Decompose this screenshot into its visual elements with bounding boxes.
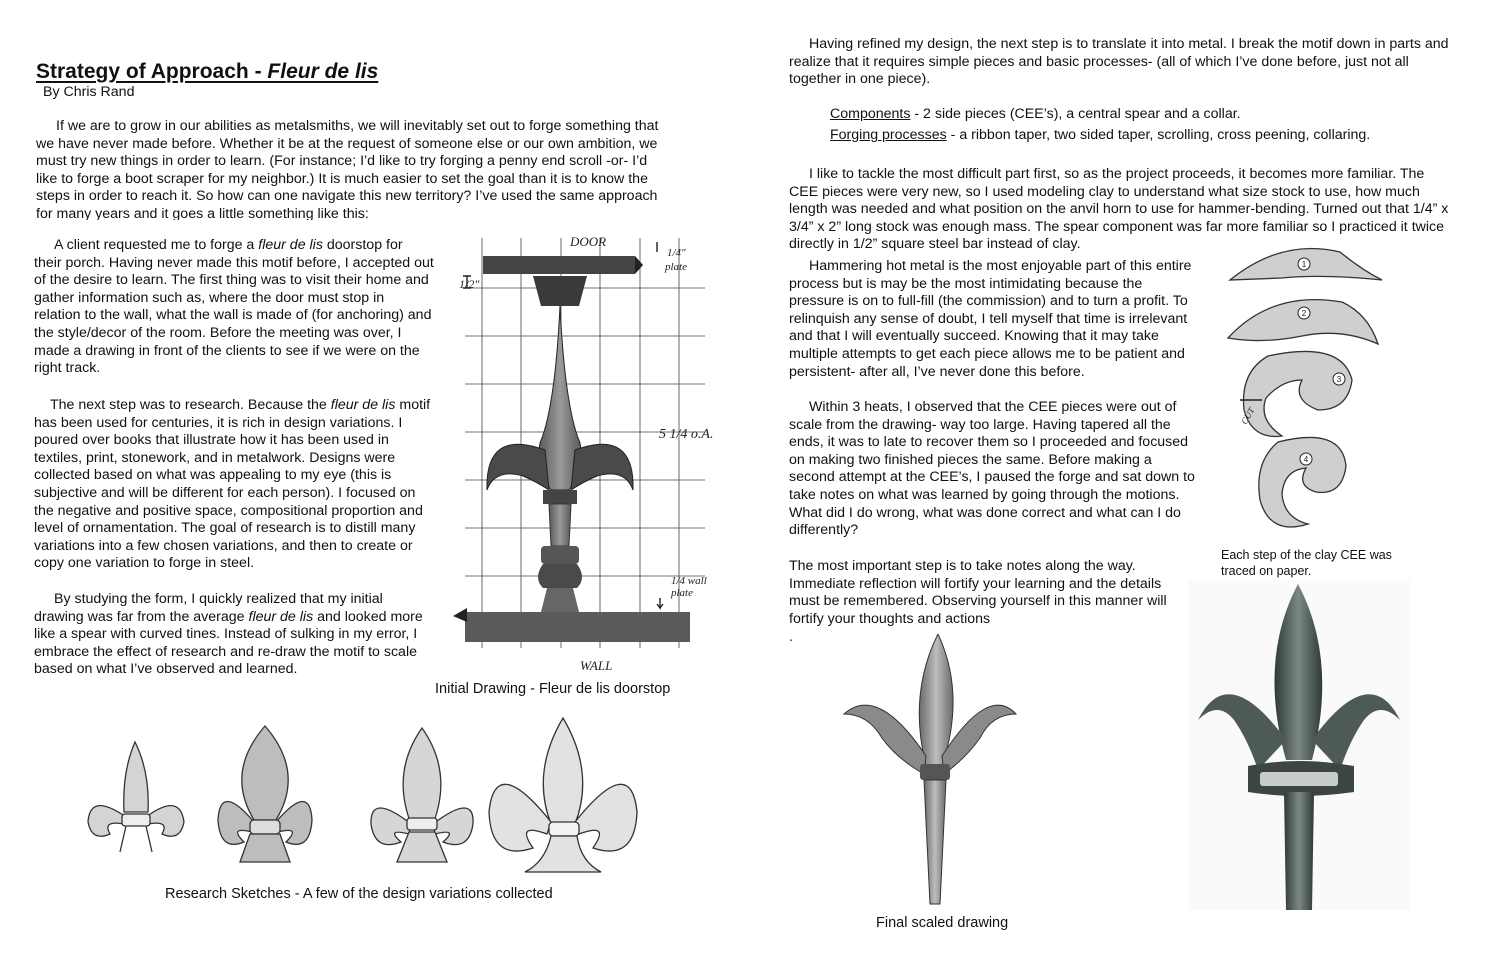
paragraph-notes: The most important step is to take notes along the way. Immediate reflection will fortify your learning and the details must be remembered. Observing yourself in this manner will fortify your thoughts and actions <box>789 558 1167 627</box>
forging-label: Forging processes <box>830 127 947 143</box>
clay-step-1-number: 1 <box>1301 260 1307 269</box>
clay-step-2-number: 2 <box>1301 309 1307 318</box>
clay-cee-tracings <box>1222 240 1392 540</box>
title-main: Strategy of Approach - <box>36 60 268 83</box>
p3-text-b: and looked more like a spear with curved tines. Instead of sulking in my error, I embrace the effect of research and re-draw the motif to scale based on what I’ve observed and learned. <box>34 608 423 678</box>
p3-text-a: By studying the form, I quickly realized that my initial drawing was far from the average <box>34 591 383 625</box>
byline: By Chris Rand <box>43 84 135 100</box>
sketch-grid <box>465 238 705 648</box>
p2-emphasis: fleur de lis <box>330 397 396 413</box>
label-plate-top-1: 1/4" <box>667 247 686 259</box>
label-plate-top-2: plate <box>665 261 687 273</box>
bottom-plate <box>465 612 690 642</box>
paragraph-client <box>34 237 434 378</box>
forging-text: - a ribbon taper, two sided taper, scrolling, cross peening, collaring. <box>946 127 1371 143</box>
intro-paragraph: If we are to grow in our abilities as metalsmiths, we will inevitably set out to forge something that we have never made before. Whether it be at the request of someone else or our own ambition, we must try new things in order to learn. (For instance; I’d like to try forging a penny end scroll -or- I’d like to forge a boot scraper for my neighbor.) It is much easier to set the goal than it is to know the steps in order to reach it. So how can one navigate this new territory? I’ve used the same approach for many years and it goes a little something like this: <box>36 118 659 220</box>
forging-line <box>830 127 1370 145</box>
p1-text-b: doorstop for their porch. Having never made this motif before, I accepted out of the desire to learn. The first thing was to visit their home and gather information such as, where the door must stop in relation to the wall, what the wall is made of (for anchoring) and the style/decor of the room. Before the meeting was over, I made a drawing in front of the clients to see if we were on the right track. <box>34 237 434 377</box>
paragraph-research <box>34 397 434 573</box>
clay-cut-label: CUT <box>1239 405 1257 426</box>
paragraph-translate: Having refined my design, the next step is to translate it into metal. I break the motif down in parts and realize that it requires simple pieces and basic processes- (all of which I’ve done before, just not all together in one piece). <box>789 36 1449 88</box>
p2-text-b: motif has been used for centuries, it is rich in design variations. I poured over books that illustrate how it has been used in textiles, print, stonework, and in metalwork. Designs were collected based on what was appealing to my eye (this is subjective and will be different for each person). I focused on the negative and positive space, compositional proportion and level of ornamentation. The goal of research is to distill many variations into a few chosen variations, and then to create or copy one variation to forge in steel. <box>34 397 431 572</box>
clay-step-3 <box>1244 351 1353 436</box>
p1-text-a: A client requested me to forge a <box>54 237 259 253</box>
caption-clay-cee: Each step of the clay CEE was traced on paper. <box>1221 548 1392 578</box>
clay-step-4 <box>1259 437 1346 527</box>
final-scaled-drawing <box>838 634 1018 906</box>
clay-step-2 <box>1228 300 1378 344</box>
top-socket <box>533 276 587 306</box>
top-plate <box>483 256 635 274</box>
research-sketch-2 <box>218 726 312 862</box>
page-title <box>36 60 378 84</box>
p1-emphasis: fleur de lis <box>258 237 323 253</box>
clay-step-3-number: 3 <box>1336 375 1342 384</box>
clay-step-4-number: 4 <box>1303 455 1309 464</box>
p2-text-a: The next step was to research. Because the <box>50 397 331 413</box>
caption-final-drawing: Final scaled drawing <box>876 915 1009 931</box>
research-sketch-1 <box>88 742 184 852</box>
components-label: Components <box>830 106 911 122</box>
label-wall-plate-1: 1/4 wall <box>671 575 707 587</box>
components-text: - 2 side pieces (CEE’s), a central spear and a collar. <box>910 106 1241 122</box>
components-line <box>830 106 1241 124</box>
research-sketch-4 <box>489 718 637 872</box>
title-emphasis: Fleur de lis <box>267 60 379 83</box>
research-sketches <box>80 712 650 882</box>
label-wall-plate-2: plate <box>671 587 693 599</box>
paragraph-difficult-part: I like to tackle the most difficult part first, so as the project proceeds, it becomes more familiar. The CEE pieces were very new, so I used modeling clay to understand what size stock to use, how much length was needed and what position on the anvil horn to use for hammer-bending. Turned out that 1/4” x 3/4” x 2” long stock was enough mass. The spear component was far more familiar so I practiced it twice directly in 1/2” square steel bar instead of clay. <box>789 166 1449 253</box>
label-half: 1/2" <box>459 277 480 291</box>
caption-initial-drawing: Initial Drawing - Fleur de lis doorstop <box>435 681 671 697</box>
research-sketch-3 <box>371 728 473 862</box>
paragraph-hammering: Hammering hot metal is the most enjoyable part of this entire process but is may be the most intimidating because the pressure is on to full-fill (the commission) and to turn a profit. To relinquish any sense of doubt, I tell myself that time is irrelevant and that I will eventually succeed. Knowing that it may take multiple attempts to get each piece allows me to be patient and persistent- after all, I’ve never done this before. <box>789 258 1192 380</box>
paragraph-notes-dot: . <box>789 629 793 645</box>
label-door: DOOR <box>570 234 607 249</box>
paragraph-three-heats: Within 3 heats, I observed that the CEE pieces were out of scale from the drawing- way too large. Having tapered all the ends, it was to late to recover them so I proceeded and focused on making two finished pieces the same. Before making a second attempt at the CEE’s, I paused the forge and sat down to take notes on what was learned by going through the motions. What did I do wrong, what was done correct and what can I do differently? <box>789 399 1195 539</box>
forged-fleur-de-lis-photo <box>1188 580 1410 910</box>
p3-emphasis: fleur de lis <box>248 608 314 625</box>
paragraph-study <box>34 591 430 679</box>
label-overall: 5 1/4 o.A. <box>659 427 714 442</box>
initial-drawing-sketch <box>445 228 735 678</box>
caption-research-sketches: Research Sketches - A few of the design variations collected <box>165 886 553 902</box>
label-wall: WALL <box>580 658 613 673</box>
